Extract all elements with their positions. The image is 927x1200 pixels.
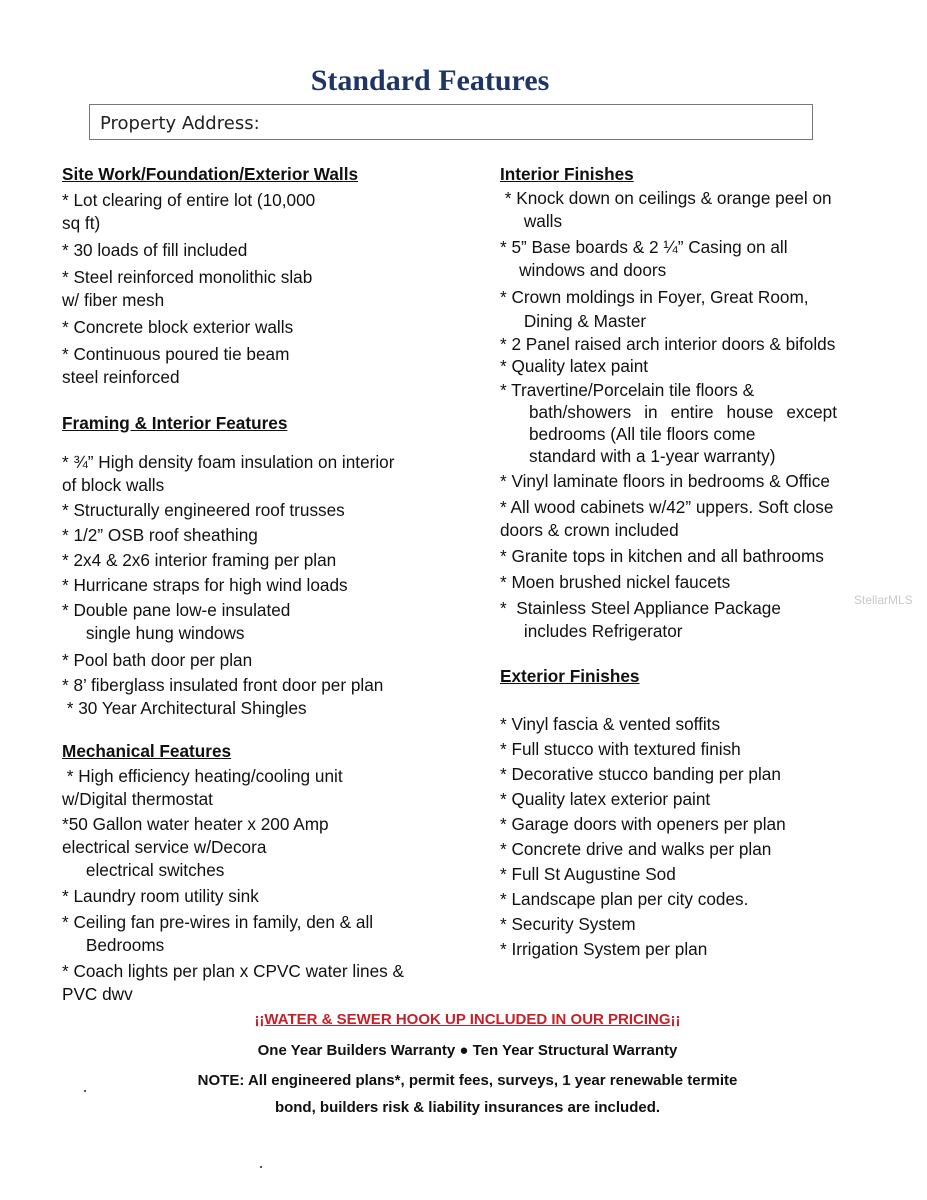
- list-item: * 2x4 & 2x6 interior framing per plan: [62, 550, 337, 570]
- list-item: * All wood cabinets w/42” uppers. Soft close doors & crown included: [500, 497, 834, 540]
- list-item: * Full St Augustine Sod: [500, 864, 676, 884]
- list-item: * Laundry room utility sink: [62, 886, 259, 906]
- water-sewer-notice: ¡¡WATER & SEWER HOOK UP INCLUDED IN OUR PRICING¡¡: [254, 1011, 681, 1028]
- list-item: * Garage doors with openers per plan: [500, 814, 786, 834]
- list-item: * Steel reinforced monolithic slab w/ fiber mesh: [62, 267, 313, 310]
- list-item: * Decorative stucco banding per plan: [500, 764, 781, 784]
- note-line-2: bond, builders risk & liability insurances are included.: [274, 1099, 661, 1116]
- exterior-heading: Exterior Finishes: [500, 666, 640, 686]
- list-item: * 5” Base boards & 2 ¼” Casing on all windows and doors: [500, 237, 788, 280]
- list-item: * Hurricane straps for high wind loads: [62, 575, 348, 595]
- interior-heading: Interior Finishes: [500, 164, 634, 184]
- framing-heading: Framing & Interior Features: [62, 413, 288, 433]
- page-title: Standard Features: [310, 64, 550, 97]
- left-column: [62, 163, 442, 1006]
- list-item: * Quality latex exterior paint: [500, 789, 711, 809]
- list-item: * Moen brushed nickel faucets: [500, 572, 731, 592]
- list-item: * Double pane low-e insulated single hung windows: [62, 600, 291, 643]
- list-item: * High efficiency heating/cooling unit w/Digital thermostat: [62, 766, 343, 809]
- list-item: * Concrete block exterior walls: [62, 317, 294, 337]
- note-line-1: NOTE: All engineered plans*, permit fees, surveys, 1 year renewable termite: [197, 1072, 738, 1089]
- list-item: * Vinyl fascia & vented soffits: [500, 714, 721, 734]
- list-item: * 30 loads of fill included: [62, 240, 248, 260]
- list-item: * 30 Year Architectural Shingles: [62, 698, 307, 718]
- list-item: * Granite tops in kitchen and all bathrooms: [500, 546, 824, 566]
- list-item: * Quality latex paint: [500, 356, 649, 376]
- list-item: standard with a 1-year warranty): [529, 446, 776, 466]
- list-item: * Coach lights per plan x CPVC water lines & PVC dwv: [62, 961, 404, 1004]
- list-item: bath/showers in entire house except bedrooms (All tile floors come: [529, 402, 842, 444]
- list-item: * Security System: [500, 914, 636, 934]
- list-item: * 8’ fiberglass insulated front door per plan: [62, 675, 384, 695]
- list-item: * Irrigation System per plan: [500, 939, 708, 959]
- list-item: * Stainless Steel Appliance Package includes Refrigerator: [500, 598, 781, 641]
- list-item: * Landscape plan per city codes.: [500, 889, 749, 909]
- list-item: * Continuous poured tie beam steel reinforced: [62, 344, 290, 387]
- list-item: * Lot clearing of entire lot (10,000 sq ft): [62, 190, 316, 233]
- stray-dot: [260, 1166, 262, 1168]
- list-item: * Knock down on ceilings & orange peel on walls: [504, 188, 832, 231]
- property-address-field: [89, 104, 813, 140]
- list-item: * 2 Panel raised arch interior doors & bifolds: [500, 334, 836, 354]
- list-item: * ¾” High density foam insulation on interior of block walls: [62, 452, 395, 495]
- right-column: [500, 163, 870, 961]
- list-item: *50 Gallon water heater x 200 Amp electrical service w/Decora electrical switches: [62, 814, 329, 880]
- warranty-line: One Year Builders Warranty ● Ten Year Structural Warranty: [257, 1042, 678, 1059]
- list-item: * Concrete drive and walks per plan: [500, 839, 772, 859]
- list-item: * 1/2” OSB roof sheathing: [62, 525, 258, 545]
- property-address-label: Property Address:: [100, 113, 260, 134]
- list-item: * Travertine/Porcelain tile floors &: [500, 380, 755, 400]
- list-item: * Crown moldings in Foyer, Great Room, Dining & Master: [500, 287, 809, 331]
- list-item: * Ceiling fan pre-wires in family, den & all Bedrooms: [62, 912, 374, 955]
- list-item: * Pool bath door per plan: [62, 650, 253, 670]
- watermark: StellarMLS: [854, 593, 913, 607]
- stray-dot: [84, 1090, 86, 1092]
- list-item: * Vinyl laminate floors in bedrooms & Office: [500, 471, 830, 491]
- site-work-heading: Site Work/Foundation/Exterior Walls: [62, 164, 359, 184]
- list-item: * Structurally engineered roof trusses: [62, 500, 345, 520]
- list-item: * Full stucco with textured finish: [500, 739, 741, 759]
- mechanical-heading: Mechanical Features: [62, 741, 232, 761]
